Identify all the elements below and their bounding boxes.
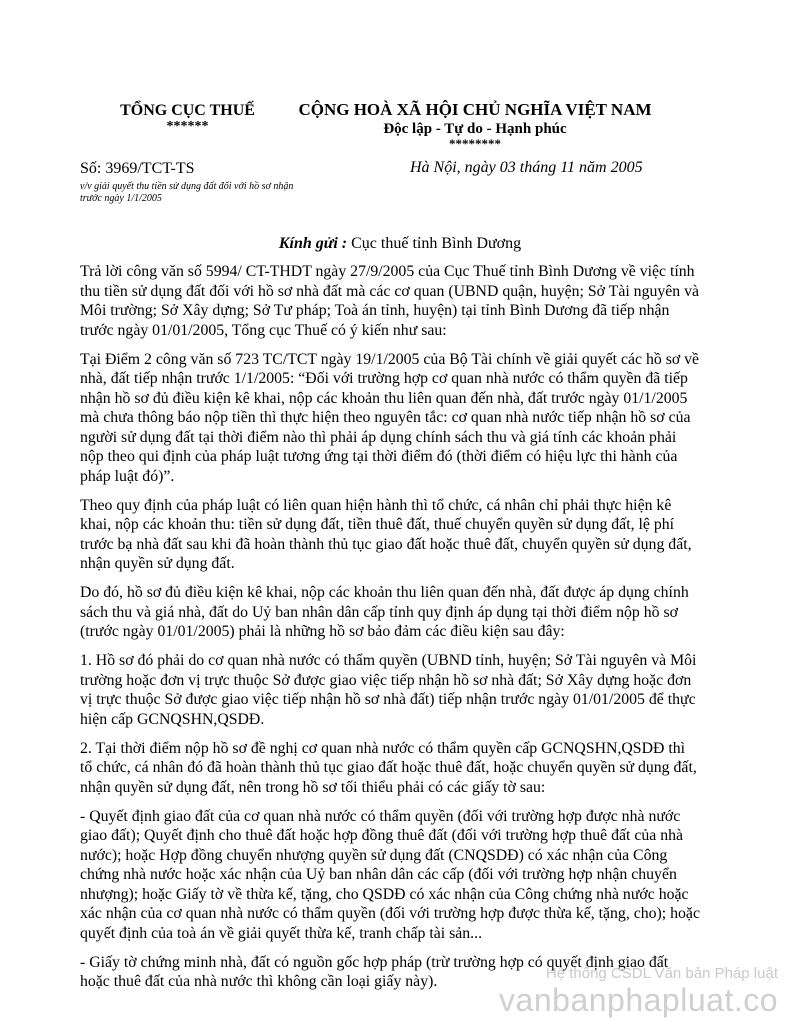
agency-divider: ****** bbox=[166, 119, 209, 134]
body-paragraph: - Giấy tờ chứng minh nhà, đất có nguồn gốc hợp pháp (trừ trường hợp có quyết định giao đất hoặc thuê đất của nhà nước thì không cần loại giấy này). bbox=[80, 953, 669, 990]
document-date: Hà Nội, ngày 03 tháng 11 năm 2005 bbox=[410, 159, 643, 176]
document-body bbox=[80, 262, 700, 1001]
national-title: CỘNG HOÀ XÃ HỘI CHỦ NGHĨA VIỆT NAM bbox=[298, 100, 652, 119]
body-paragraph: Trả lời công văn số 5994/ CT-THDT ngày 27/9/2005 của Cục Thuế tỉnh Bình Dương về việc tính thu tiền sử dụng đất đối với hồ sơ nhà đất mà các cơ quan (UBND quận, huyện; Sở Tài nguyên và Môi trường; Sở Xây dựng; Sở Tư pháp; Toà án tỉnh, huyện) tại tỉnh Bình Dương đã tiếp nhận trước ngày 01/01/2005, Tổng cục Thuế có ý kiến như sau: bbox=[80, 263, 700, 339]
recipient-line bbox=[0, 235, 800, 253]
issuing-agency: TỔNG CỤC THUẾ bbox=[120, 102, 255, 119]
body-paragraph: Tại Điểm 2 công văn số 723 TC/TCT ngày 19/1/2005 của Bộ Tài chính về giải quyết các hồ sơ về nhà, đất tiếp nhận trước 1/1/2005: “Đối với trường hợp cơ quan nhà nước có thẩm quyền đã tiếp nhận hồ sơ đủ điều kiện kê khai, nộp các khoản thu liên quan đến nhà, đất trước ngày 01/1/2005 mà chưa thông báo nộp tiền thì thực hiện theo nguyên tắc: cơ quan nhà nước tiếp nhận hồ sơ của người sử dụng đất tại thời điểm nào thì phải áp dụng chính sách thu và giá tính các khoản phải nộp theo qui định của pháp luật tương ứng tại thời điểm đó (thời điểm có hiệu lực thi hành của pháp luật đó)”. bbox=[80, 350, 700, 485]
motto-divider: ******** bbox=[449, 136, 501, 151]
watermark-caption: Hệ thống CSDL Văn bản Pháp luật bbox=[545, 965, 778, 982]
recipient-prefix: Kính gửi : bbox=[278, 235, 348, 252]
body-paragraph: Theo quy định của pháp luật có liên quan hiện hành thì tổ chức, cá nhân chỉ phải thực hiện kê khai, nộp các khoản thu: tiền sử dụng đất, tiền thuê đất, thuế chuyển quyền sử dụng đất, lệ phí trước bạ nhà đất sau khi đã hoàn thành thủ tục giao đất hoặc thuê đất, chuyển quyền sử dụng đất, nhận quyền sử dụng đất. bbox=[80, 496, 692, 572]
body-paragraph: 2. Tại thời điểm nộp hồ sơ đề nghị cơ quan nhà nước có thẩm quyền cấp GCNQSHN,QSDĐ thì tổ chức, cá nhân đó đã hoàn thành thủ tục giao đất hoặc thuê đất, hoặc chuyển quyền sử dụng đất, nhận quyền sử dụng đất, nên trong hồ sơ tối thiểu phải có các giấy tờ sau: bbox=[80, 739, 697, 796]
document-subject: v/v giải quyết thu tiền sử dụng đất đối với hồ sơ nhận trước ngày 1/1/2005 bbox=[80, 181, 294, 204]
body-paragraph: Do đó, hồ sơ đủ điều kiện kê khai, nộp các khoản thu liên quan đến nhà, đất được áp dụng chính sách thu và giá nhà, đất do Uỷ ban nhân dân cấp tỉnh quy định áp dụng tại thời điểm nộp hồ sơ (trước ngày 01/01/2005) phải là những hồ sơ bảo đảm các điều kiện sau đây: bbox=[80, 584, 689, 640]
national-motto: Độc lập - Tự do - Hạnh phúc bbox=[383, 121, 567, 137]
document-number: Số: 3969/TCT-TS bbox=[80, 160, 195, 177]
recipient-name: Cục thuế tỉnh Bình Dương bbox=[351, 235, 522, 252]
body-paragraph: 1. Hồ sơ đó phải do cơ quan nhà nước có thẩm quyền (UBND tỉnh, huyện; Sở Tài nguyên và Môi trường hoặc đơn vị trực thuộc Sở được giao việc tiếp nhận hồ sơ nhà đất; Sở Xây dựng hoặc đơn vị trực thuộc Sở được giao việc tiếp nhận hồ sơ nhà đất) tiếp nhận trước ngày 01/01/2005 để thực hiện cấp GCNQSHN,QSDĐ. bbox=[80, 652, 697, 728]
watermark-site: vanbanphapluat.co bbox=[499, 982, 778, 1018]
body-paragraph: - Quyết định giao đất của cơ quan nhà nước có thẩm quyền (đối với trường hợp được nhà nước giao đất); Quyết định cho thuê đất hoặc hợp đồng thuê đất (đối với trường hợp thuê đất của nhà nước); hoặc Hợp đồng chuyển nhượng quyền sử dụng đất (CNQSDĐ) có xác nhận của Công chứng nhà nước hoặc xác nhận của Uỷ ban nhân dân các cấp (đối với trường hợp nhận chuyển nhượng); hoặc Giấy tờ về thừa kế, tặng, cho QSDĐ có xác nhận của Công chứng nhà nước hoặc xác nhận của cơ quan nhà nước có thẩm quyền (đối với trường hợp được thừa kế, tặng, cho); hoặc quyết định của toà án về giải quyết thừa kế, tranh chấp tài sản... bbox=[80, 807, 700, 942]
